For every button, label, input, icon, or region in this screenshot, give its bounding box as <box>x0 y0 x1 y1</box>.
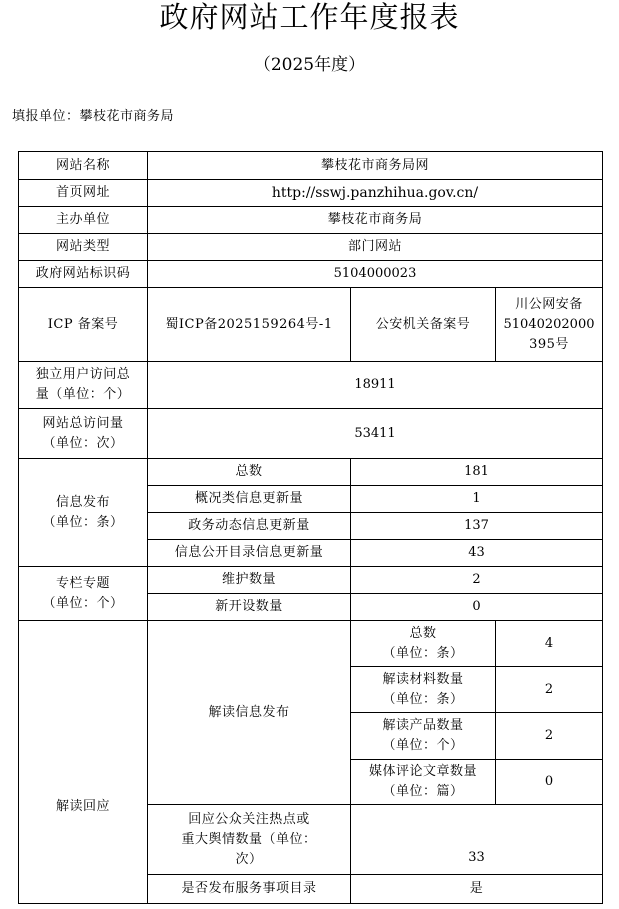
reporting-unit: 填报单位：攀枝花市商务局 <box>12 109 175 124</box>
unique-visits-label <box>19 362 148 409</box>
row-site-code <box>19 261 603 288</box>
interp-row-value: 2 <box>496 713 603 760</box>
police-value <box>496 288 603 362</box>
columns-row-value: 2 <box>351 567 603 594</box>
info-publish-label-line: （单位：条） <box>42 514 124 530</box>
total-visits-value: 53411 <box>148 409 603 459</box>
row-total-visits <box>19 409 603 459</box>
site-code-value: 5104000023 <box>148 261 603 288</box>
info-row-value: 43 <box>351 540 603 567</box>
columns-label-line: （单位：个） <box>42 595 124 611</box>
interp-row-value: 4 <box>496 621 603 667</box>
info-row-label: 信息公开目录信息更新量 <box>148 540 351 567</box>
response-label-line: 次） <box>235 851 263 867</box>
interp-row-value: 2 <box>496 667 603 713</box>
sponsor-label: 主办单位 <box>19 207 148 234</box>
info-row-value: 181 <box>351 459 603 486</box>
icp-value: 蜀ICP备2025159264号-1 <box>148 288 351 362</box>
info-row-value: 1 <box>351 486 603 513</box>
response-label-line: 回应公众关注热点或 <box>188 811 310 827</box>
row-unique-visits <box>19 362 603 409</box>
report-title: 政府网站工作年度报表 <box>159 0 460 34</box>
row-info-total <box>19 459 603 486</box>
site-type-value: 部门网站 <box>148 234 603 261</box>
info-row-value: 137 <box>351 513 603 540</box>
info-row-label: 总数 <box>148 459 351 486</box>
response-label-line: 重大舆情数量（单位： <box>181 831 317 847</box>
row-site-type <box>19 234 603 261</box>
unique-visits-value: 18911 <box>148 362 603 409</box>
row-homepage <box>19 180 603 207</box>
service-catalog-label: 是否发布服务事项目录 <box>148 875 351 904</box>
columns-label-line: 专栏专题 <box>55 575 110 591</box>
interp-row-label <box>351 621 496 667</box>
columns-row-label: 新开设数量 <box>148 594 351 621</box>
row-columns-maintain <box>19 567 603 594</box>
response-label <box>148 805 351 875</box>
row-sponsor <box>19 207 603 234</box>
interp-row-label-line: （单位：条） <box>382 645 464 661</box>
columns-row-value: 0 <box>351 594 603 621</box>
site-name-value: 攀枝花市商务局网 <box>148 152 603 180</box>
row-icp <box>19 288 603 362</box>
sponsor-value: 攀枝花市商务局 <box>148 207 603 234</box>
unique-visits-label-line: 量（单位：个） <box>35 387 131 402</box>
row-site-name <box>19 152 603 180</box>
info-publish-label <box>19 459 148 567</box>
interp-row-label-line: 解读产品数量 <box>382 718 464 733</box>
interp-row-label <box>351 760 496 805</box>
interp-row-label-line: （单位：篇） <box>382 784 464 799</box>
row-interp-total <box>19 621 603 667</box>
response-value: 33 <box>351 805 603 875</box>
interp-row-label <box>351 713 496 760</box>
info-row-label: 概况类信息更新量 <box>148 486 351 513</box>
total-visits-label-line: （单位：次） <box>42 435 124 451</box>
interp-row-label-line: 解读材料数量 <box>382 671 464 687</box>
info-row-label: 政务动态信息更新量 <box>148 513 351 540</box>
police-value-line: 51040202000 <box>503 316 595 332</box>
interp-row-value: 0 <box>496 760 603 805</box>
service-catalog-value: 是 <box>351 875 603 904</box>
site-code-label: 政府网站标识码 <box>19 261 148 288</box>
info-publish-label-line: 信息发布 <box>55 494 110 510</box>
homepage-value: http://sswj.panzhihua.gov.cn/ <box>148 180 603 207</box>
icp-label: ICP 备案号 <box>19 288 148 362</box>
total-visits-label <box>19 409 148 459</box>
interp-row-label-line: 总数 <box>409 625 437 641</box>
interpretation-publish-label: 解读信息发布 <box>148 621 351 805</box>
total-visits-label-line: 网站总访问量 <box>42 415 124 431</box>
columns-row-label: 维护数量 <box>148 567 351 594</box>
police-value-line: 395号 <box>529 336 569 352</box>
interp-row-label-line: （单位：条） <box>382 691 464 707</box>
homepage-label: 首页网址 <box>19 180 148 207</box>
interp-row-label-line: 媒体评论文章数量 <box>368 764 477 779</box>
report-table <box>18 151 603 904</box>
columns-label <box>19 567 148 621</box>
unique-visits-label-line: 独立用户访问总 <box>35 367 131 382</box>
site-type-label: 网站类型 <box>19 234 148 261</box>
police-label: 公安机关备案号 <box>351 288 496 362</box>
report-year: （2025年度） <box>253 55 366 75</box>
interp-row-label-line: （单位：个） <box>382 738 464 753</box>
interpretation-label: 解读回应 <box>19 621 148 904</box>
police-value-line: 川公网安备 <box>515 296 583 312</box>
interp-row-label <box>351 667 496 713</box>
site-name-label: 网站名称 <box>19 152 148 180</box>
